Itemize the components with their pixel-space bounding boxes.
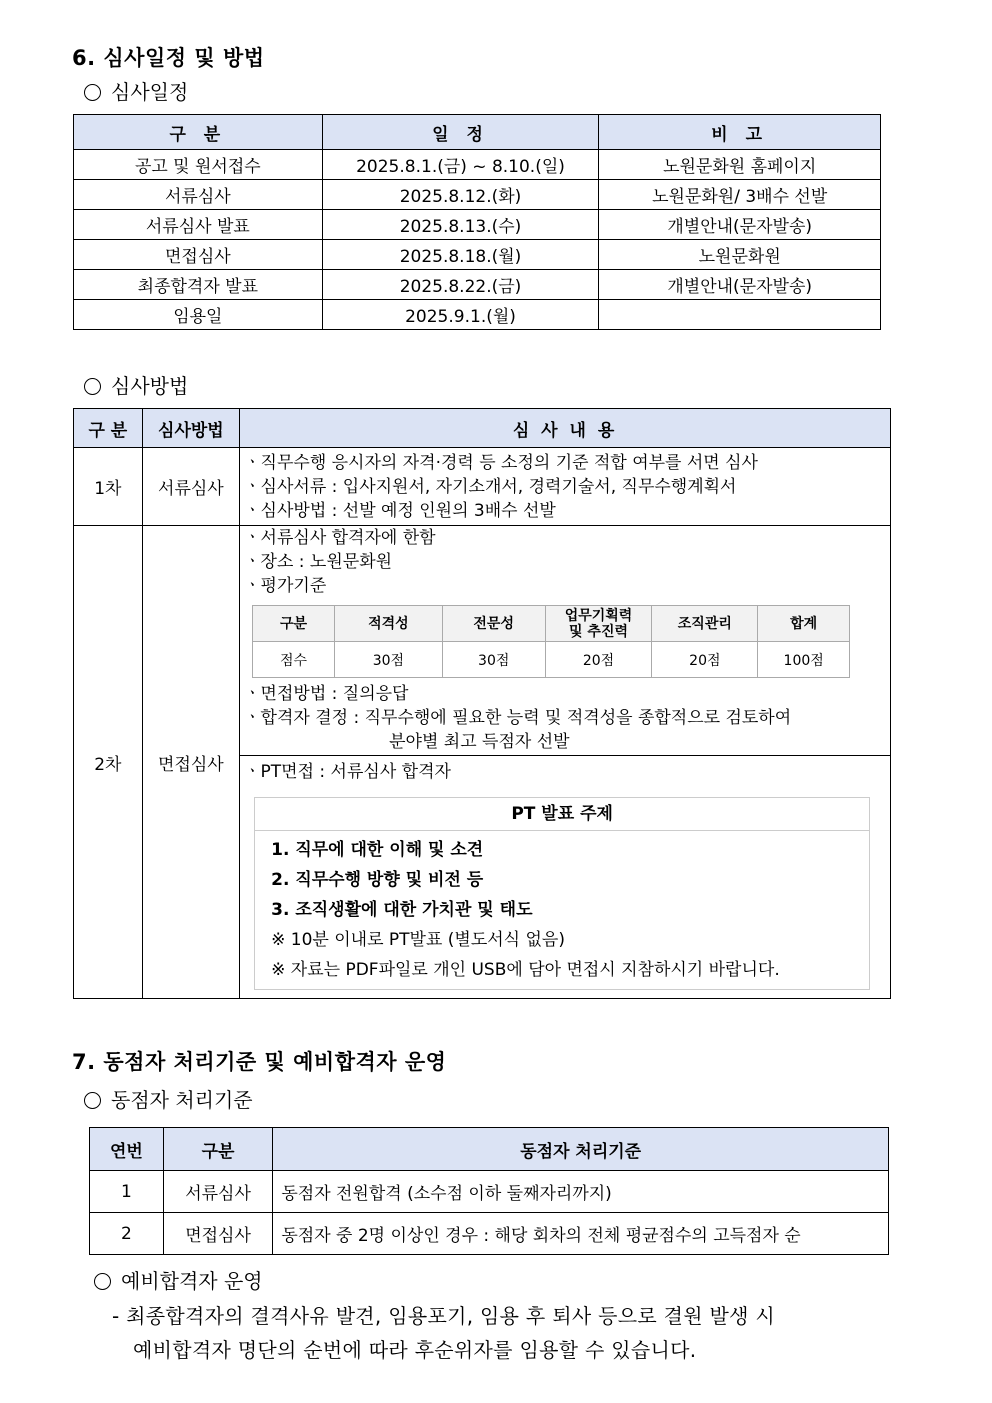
round-1-method: 서류심사 [142, 448, 239, 526]
section-7-title: 7. 동점자 처리기준 및 예비합격자 운영 [72, 1050, 447, 1074]
schedule-cell: 2025.8.12.(화) [322, 180, 599, 210]
schedule-header-note: 비 고 [599, 115, 881, 150]
method-header-round: 구 분 [74, 409, 143, 448]
schedule-cell: 노원문화원 홈페이지 [599, 150, 881, 180]
score-cell: 점수 [253, 642, 335, 678]
pt-topic-box [254, 797, 870, 990]
table-row [74, 526, 891, 756]
round-2-label: 2차 [74, 526, 143, 999]
pt-note: ※ 자료는 PDF파일로 개인 USB에 담아 면접시 지참하시기 바랍니다. [271, 960, 780, 980]
table-row [74, 210, 881, 240]
tie-cell: 2 [90, 1213, 164, 1255]
table-row [74, 300, 881, 330]
schedule-cell: 서류심사 발표 [74, 210, 323, 240]
tie-cell: 1 [90, 1171, 164, 1213]
schedule-cell: 노원문화원/ 3배수 선발 [599, 180, 881, 210]
schedule-cell: 개별안내(문자발송) [599, 210, 881, 240]
pt-topic-item: 3. 조직생활에 대한 가치관 및 태도 [271, 900, 533, 920]
score-header: 업무기획력 및 추진력 [545, 606, 652, 642]
circle-bullet-icon [84, 84, 101, 101]
tie-header-category: 구분 [163, 1128, 273, 1171]
method-heading: 심사방법 [84, 370, 188, 399]
pt-content [240, 756, 891, 999]
tie-cell: 서류심사 [163, 1171, 273, 1213]
list-item: ㆍ서류심사 합격자에 한함 [244, 528, 436, 548]
pt-note: ※ 10분 이내로 PT발표 (별도서식 없음) [271, 930, 565, 950]
score-cell: 100점 [758, 642, 850, 678]
round-2-method: 면접심사 [142, 526, 239, 999]
table-row [74, 150, 881, 180]
tie-cell: 면접심사 [163, 1213, 273, 1255]
schedule-cell: 노원문화원 [599, 240, 881, 270]
list-item: ㆍ면접방법 : 질의응답 [244, 684, 409, 704]
section-6-title: 6. 심사일정 및 방법 [72, 46, 265, 70]
schedule-header-date: 일 정 [322, 115, 599, 150]
score-header: 구분 [253, 606, 335, 642]
schedule-cell: 2025.9.1.(월) [322, 300, 599, 330]
list-item: ㆍ심사서류 : 입사지원서, 자기소개서, 경력기술서, 직무수행계획서 [244, 476, 737, 497]
schedule-cell: 개별안내(문자발송) [599, 270, 881, 300]
reserve-heading: 예비합격자 운영 [94, 1265, 263, 1294]
schedule-cell: 2025.8.1.(금) ~ 8.10.(일) [322, 150, 599, 180]
reserve-line: 예비합격자 명단의 순번에 따라 후순위자를 임용할 수 있습니다. [133, 1338, 697, 1362]
list-item: ㆍ심사방법 : 선발 예정 인원의 3배수 선발 [244, 500, 556, 521]
list-item: ㆍ장소 : 노원문화원 [244, 552, 393, 572]
score-header: 전문성 [442, 606, 545, 642]
score-cell: 20점 [652, 642, 758, 678]
pt-topic-item: 2. 직무수행 방향 및 비전 등 [271, 870, 484, 890]
table-row [90, 1171, 889, 1213]
tie-cell: 동점자 전원합격 (소수점 이하 둘째자리까지) [273, 1171, 889, 1213]
score-header: 조직관리 [652, 606, 758, 642]
tie-header-criteria: 동점자 처리기준 [273, 1128, 889, 1171]
schedule-cell: 2025.8.13.(수) [322, 210, 599, 240]
schedule-cell: 2025.8.22.(금) [322, 270, 599, 300]
list-item: ㆍ합격자 결정 : 직무수행에 필요한 능력 및 적격성을 종합적으로 검토하여 [244, 708, 792, 728]
score-cell: 20점 [545, 642, 652, 678]
method-header-content: 심 사 내 용 [240, 409, 891, 448]
round-1-content [240, 448, 891, 526]
tie-table [89, 1127, 889, 1255]
score-cell: 30점 [334, 642, 442, 678]
circle-bullet-icon [94, 1273, 111, 1290]
tie-header-number: 연번 [90, 1128, 164, 1171]
circle-bullet-icon [84, 378, 101, 395]
table-row [74, 240, 881, 270]
score-header: 합계 [758, 606, 850, 642]
table-row [74, 180, 881, 210]
score-header: 적격성 [334, 606, 442, 642]
list-item: ㆍ평가기준 [244, 576, 327, 596]
score-cell: 30점 [442, 642, 545, 678]
pt-line: ㆍPT면접 : 서류심사 합격자 [244, 762, 451, 782]
score-table [252, 605, 850, 678]
schedule-table [73, 114, 881, 330]
reserve-text [112, 1299, 775, 1367]
pt-topic-title: PT 발표 주제 [255, 798, 869, 831]
list-item: 분야별 최고 득점자 선발 [389, 732, 570, 752]
method-header-method: 심사방법 [142, 409, 239, 448]
schedule-cell: 2025.8.18.(월) [322, 240, 599, 270]
table-row [90, 1213, 889, 1255]
schedule-cell: 임용일 [74, 300, 323, 330]
circle-bullet-icon [84, 1092, 101, 1109]
round-1-label: 1차 [74, 448, 143, 526]
round-2-content [240, 526, 891, 756]
pt-topic-item: 1. 직무에 대한 이해 및 소견 [271, 840, 484, 860]
table-row [74, 270, 881, 300]
schedule-cell: 최종합격자 발표 [74, 270, 323, 300]
schedule-cell: 면접심사 [74, 240, 323, 270]
schedule-cell [599, 300, 881, 330]
schedule-header-category: 구 분 [74, 115, 323, 150]
table-row [74, 448, 891, 526]
tie-cell: 동점자 중 2명 이상인 경우 : 해당 회차의 전체 평균점수의 고득점자 순 [273, 1213, 889, 1255]
reserve-line: - 최종합격자의 결격사유 발견, 임용포기, 임용 후 퇴사 등으로 결원 발생 시 [112, 1304, 776, 1328]
tie-heading: 동점자 처리기준 [84, 1084, 253, 1113]
method-table [73, 408, 891, 999]
schedule-cell: 서류심사 [74, 180, 323, 210]
list-item: ㆍ직무수행 응시자의 자격·경력 등 소정의 기준 적합 여부를 서면 심사 [244, 452, 758, 473]
schedule-cell: 공고 및 원서접수 [74, 150, 323, 180]
schedule-heading: 심사일정 [84, 76, 188, 105]
